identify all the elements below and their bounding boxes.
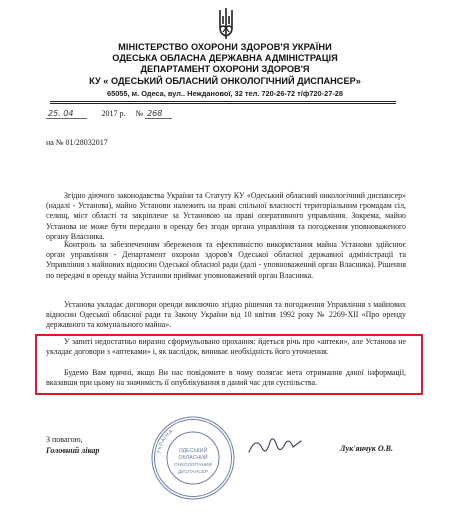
paragraph-text: Згідно діючого законодавства України та Статуту КУ «Одеський обласний онкологічний диспансер» (надалі - Установа), майно Установи належить на праві спільної власності територіальним громадам сіл, селищ, міст області та закріплене за Установою на праві оперативного управління. Зокрема, майно Установа не може бути передано в оренду без згоди органа управління та погодження уповноваженого органу Власника. [46,191,406,241]
paragraph-lease [46,300,406,331]
ministry-title: МІНІСТЕРСТВО ОХОРОНИ ЗДОРОВ'Я УКРАЇНИ [118,42,332,52]
handwritten-date: 25. 04 [46,109,87,119]
handwritten-signature [246,432,304,458]
paragraph-text: Установа укладає договори оренди виключно згідно рішення та погодження Управління з майнових відносин Одеської обласної ради та Закону України від 10 квітня 1992 року № 2269-XII «Про оренду державного та комунального майна». [46,300,406,330]
reference-number: на № 01/28032017 [46,138,108,147]
date-line [46,109,172,118]
svg-text:ОБЛАСНИЙ: ОБЛАСНИЙ [178,455,208,461]
trident-emblem-icon [216,6,236,40]
header-divider [50,101,396,102]
administration-title: ОДЕСЬКА ОБЛАСНА ДЕРЖАВНА АДМІНІСТРАЦІЯ [112,53,338,63]
department-title: ДЕПАРТАМЕНТ ОХОРОНИ ЗДОРОВ'Я [140,64,310,74]
svg-text:ОДЕСЬКИЙ: ОДЕСЬКИЙ [178,448,208,454]
highlight-box [35,334,423,395]
paragraph-text: У запиті недостатньо виразно сформульовано прохання: йдеться річь про «аптеки», але Установа не укладає договори з «аптеками» і, як наслідок, виникає необхідність його уточнення. [46,337,406,357]
year-text: 2017 р. [101,109,126,118]
address-line: 65055, м. Одеса, вул.. Нежданової, 32 тел. 720-26-72 т/ф720-27-28 [106,89,344,98]
signer-name: Лук'янчук О.В. [340,444,393,453]
closing-phrase: З повагою, [46,435,83,444]
signer-position: Головний лікар [46,446,100,455]
svg-text:ДИСПАНСЕР: ДИСПАНСЕР [177,470,209,475]
paragraph-legal-basis [46,191,406,242]
official-stamp [150,415,236,501]
paragraph-text: Будемо Вам вдячні, якщо Ви нас повідомите в чому полягає мета отримання даної інформації, вказавши при цьому на значимість її опублікування в даний час для суспільства. [46,368,406,388]
paragraph-text: Контроль за забезпеченням збереження та ефективністю використання майна Установи здійснює орган управління - Департамент охорони здоров'я Одеської обласної державної адміністрації та Управління з майнових відносин Одеської обласної ради (далі - уповноважений орган Власника). Рішення по передачі в оренду майна Установи приймає уповноважений орган Власника. [46,240,406,280]
handwritten-number: 268 [145,109,172,119]
paragraph-control [46,240,406,281]
number-prefix: № [135,109,144,118]
header-divider-secondary [50,103,396,104]
svg-text:УКРАЇНА: УКРАЇНА [156,428,175,455]
institution-title: КУ « ОДЕСЬКИЙ ОБЛАСНИЙ ОНКОЛОГІЧНИЙ ДИСПАНСЕР» [89,76,361,86]
svg-text:ОНКОЛОГІЧНИЙ: ОНКОЛОГІЧНИЙ [174,463,212,468]
